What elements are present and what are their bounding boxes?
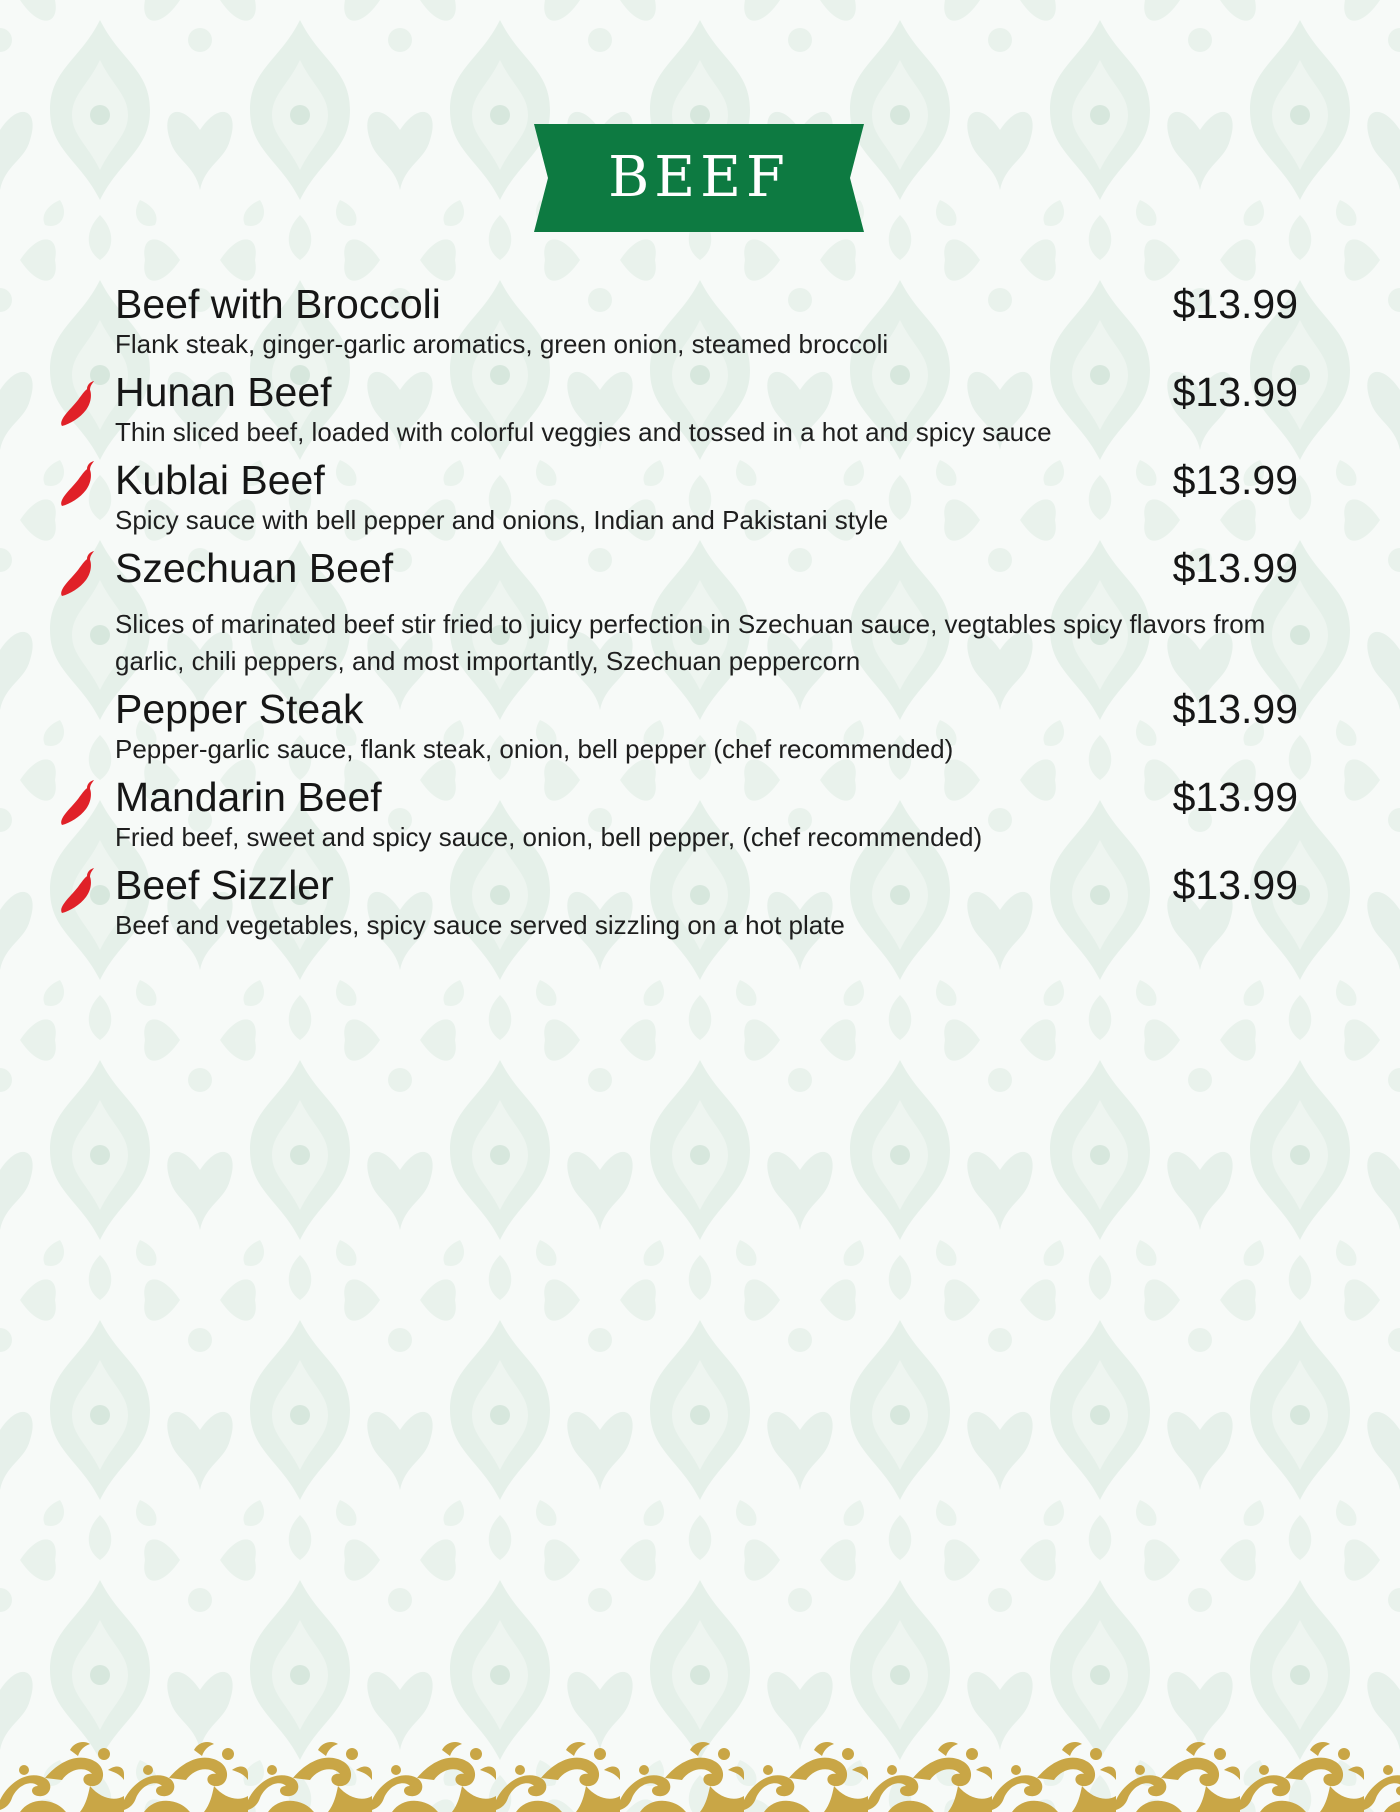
item-price: $13.99 bbox=[1172, 774, 1298, 820]
item-price: $13.99 bbox=[1172, 457, 1298, 503]
item-price: $13.99 bbox=[1172, 369, 1298, 415]
item-name: Szechuan Beef bbox=[115, 545, 394, 591]
item-description: Slices of marinated beef stir fried to juicy perfection in Szechuan sauce, vegtables spicy flavors from garlic, chili peppers, and most importantly, Szechuan peppercorn bbox=[115, 609, 1266, 676]
item-description: Spicy sauce with bell pepper and onions, Indian and Pakistani style bbox=[115, 505, 889, 535]
item-description: Flank steak, ginger-garlic aromatics, green onion, steamed broccoli bbox=[115, 329, 889, 359]
section-title: BEEF bbox=[608, 145, 790, 210]
item-description: Pepper-garlic sauce, flank steak, onion, bell pepper (chef recommended) bbox=[115, 734, 954, 764]
chili-pepper-icon bbox=[56, 550, 96, 600]
item-name: Mandarin Beef bbox=[115, 774, 382, 820]
item-description: Fried beef, sweet and spicy sauce, onion, bell pepper, (chef recommended) bbox=[115, 822, 983, 852]
item-description: Beef and vegetables, spicy sauce served sizzling on a hot plate bbox=[115, 910, 845, 940]
chili-pepper-icon bbox=[56, 380, 96, 430]
item-name: Pepper Steak bbox=[115, 686, 364, 732]
item-price: $13.99 bbox=[1172, 686, 1298, 732]
item-name: Hunan Beef bbox=[115, 369, 332, 415]
item-price: $13.99 bbox=[1172, 281, 1298, 327]
chili-pepper-icon bbox=[56, 867, 96, 917]
item-name: Kublai Beef bbox=[115, 457, 325, 503]
item-name: Beef Sizzler bbox=[115, 862, 334, 908]
chili-pepper-icon bbox=[56, 779, 96, 829]
item-price: $13.99 bbox=[1172, 545, 1298, 591]
section-banner bbox=[534, 124, 864, 232]
item-description: Thin sliced beef, loaded with colorful veggies and tossed in a hot and spicy sauce bbox=[115, 417, 1052, 447]
chili-pepper-icon bbox=[56, 460, 96, 510]
item-name: Beef with Broccoli bbox=[115, 281, 441, 327]
item-price: $13.99 bbox=[1172, 862, 1298, 908]
gold-scroll-border bbox=[0, 1740, 1400, 1812]
